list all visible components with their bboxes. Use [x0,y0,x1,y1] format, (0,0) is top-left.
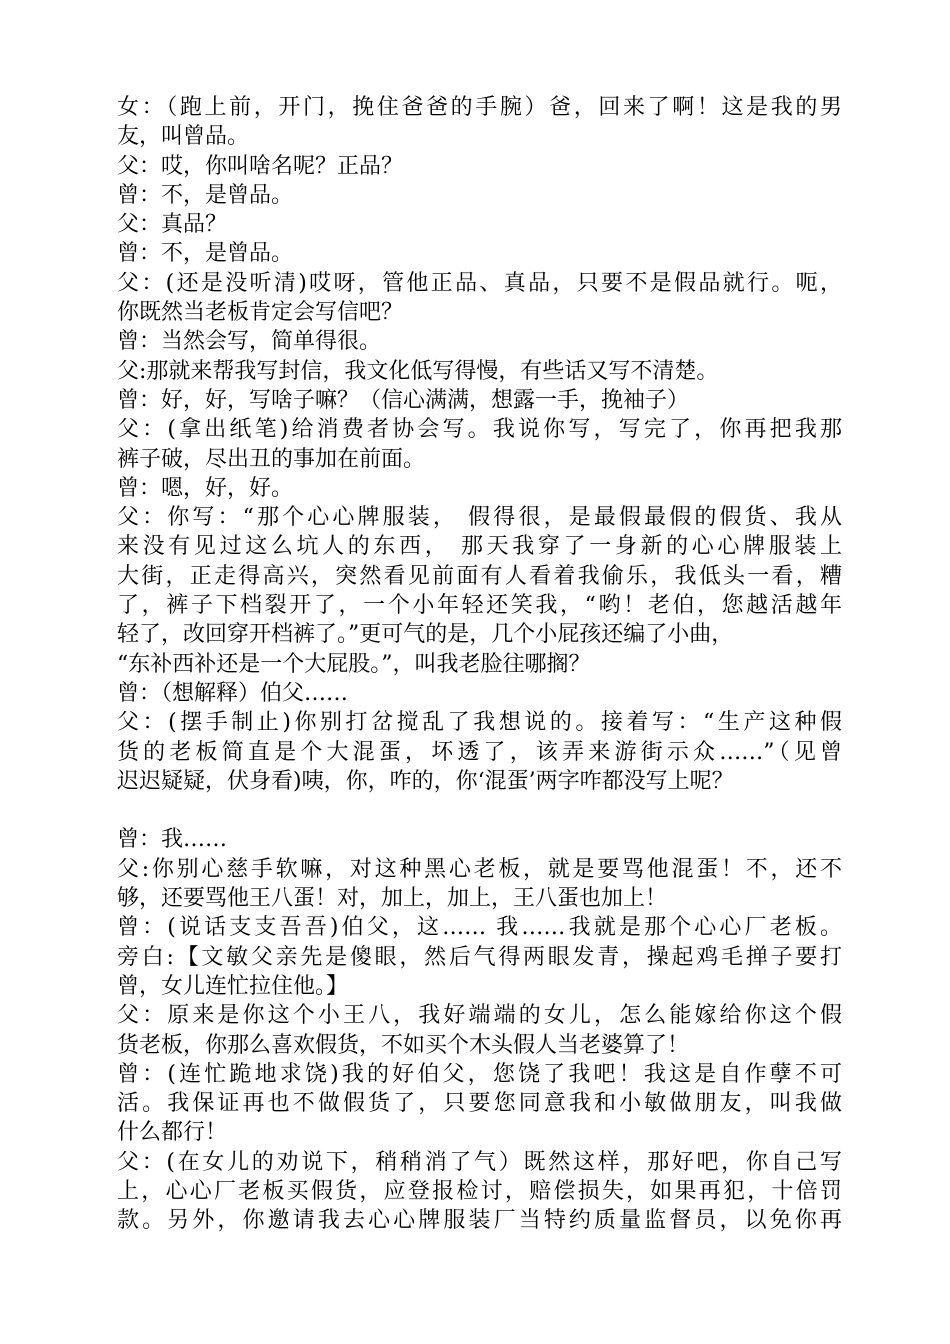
dialogue-line: 你既然当老板肯定会写信吧？ [117,300,404,326]
dialogue-line: 货老板，你那么喜欢假货，不如买个木头假人当老婆算了！ [117,1032,690,1058]
dialogue-line: 大街，正走得高兴，突然看见前面有人看着我偷乐，我低头一看，糟 [117,563,842,589]
dialogue-line: 父：(拿出纸笔)给消费者协会写。我说你写，写完了，你再把我那 [117,417,842,443]
dialogue-line: 父：你写：“那个心心牌服装， 假得很，是最假最假的假货、我从 [117,505,842,531]
dialogue-line: 父：哎，你叫啥名呢？正品？ [117,153,404,179]
dialogue-line: 曾：不，是曾品。 [117,182,294,208]
dialogue-line: 了，裤子下档裂开了，一个小年轻还笑我，“哟！老伯，您越活越年 [117,593,842,619]
dialogue-line: 够，还要骂他王八蛋！对，加上，加上，王八蛋也加上！ [117,886,668,912]
dialogue-line: “东补西补还是一个大屁股。”，叫我老脸往哪搁？ [117,651,591,677]
blank-line [117,796,842,825]
dialogue-line: 女：（跑上前，开门，挽住爸爸的手腕）爸，回来了啊！这是我的男 [117,95,842,120]
dialogue-line: 曾：不，是曾品。 [117,241,294,267]
dialogue-line: 迟迟疑疑，伏身看)咦，你，咋的，你‘混蛋’两字咋都没写上呢？ [117,768,734,794]
dialogue-line: 父:那就来帮我写封信，我文化低写得慢，有些话又写不清楚。 [117,358,719,384]
dialogue-line: 父：真品？ [117,212,228,238]
dialogue-line: 轻了，改回穿开档裤了。”更可气的是，几个小屁孩还编了小曲， [117,622,734,648]
dialogue-line: 旁白:【文敏父亲先是傻眼，然后气得两眼发青，操起鸡毛掸子要打 [117,944,842,970]
dialogue-line: 友，叫曾品。 [117,124,250,150]
dialogue-line: 父：(摆手制止)你别打岔搅乱了我想说的。接着写：“生产这种假 [117,710,842,736]
dialogue-line: 父：原来是你这个小王八，我好端端的女儿，怎么能嫁给你这个假 [117,1003,842,1029]
dialogue-line: 曾：当然会写，简单得很。 [117,329,382,355]
dialogue-line: 父：(还是没听清)哎呀，管他正品、真品，只要不是假品就行。呃， [117,270,842,296]
dialogue-line: 款。另外，你邀请我去心心牌服装厂当特约质量监督员，以免你再 [117,1208,842,1234]
dialogue-line: 曾，女儿连忙拉住他。】 [117,973,349,999]
dialogue-line: 曾：嗯，好，好。 [117,475,294,501]
dialogue-line: 父：(在女儿的劝说下，稍稍消了气）既然这样，那好吧，你自己写 [117,1149,842,1175]
dialogue-line: 活。我保证再也不做假货了，只要您同意我和小敏做朋友，叫我做 [117,1091,842,1117]
dialogue-line: 货的老板简直是个大混蛋，坏透了，该弄来游街示众……”（见曾 [117,739,842,765]
dialogue-line: 来没有见过这么坑人的东西， 那天我穿了一身新的心心牌服装上 [117,534,842,560]
document-body [117,93,842,1236]
dialogue-line: 曾：（想解释）伯父…… [117,680,349,706]
dialogue-line: 裤子破，尽出丑的事加在前面。 [117,446,426,472]
dialogue-line: 父:你别心慈手软嘛，对这种黑心老板，就是要骂他混蛋！不，还不 [117,856,842,882]
dialogue-line: 曾：(连忙跪地求饶)我的好伯父，您饶了我吧！我这是自作孽不可 [117,1061,842,1087]
dialogue-line: 什么都行！ [117,1120,228,1146]
dialogue-line: 曾：好，好，写啥子嘛？（信心满满，想露一手，挽袖子） [117,387,690,413]
dialogue-line: 曾：我…… [117,827,228,853]
dialogue-line: 曾：(说话支支吾吾)伯父，这…… 我……我就是那个心心厂老板。 [117,915,842,941]
dialogue-line: 上，心心厂老板买假货，应登报检讨，赔偿损失，如果再犯，十倍罚 [117,1178,842,1204]
